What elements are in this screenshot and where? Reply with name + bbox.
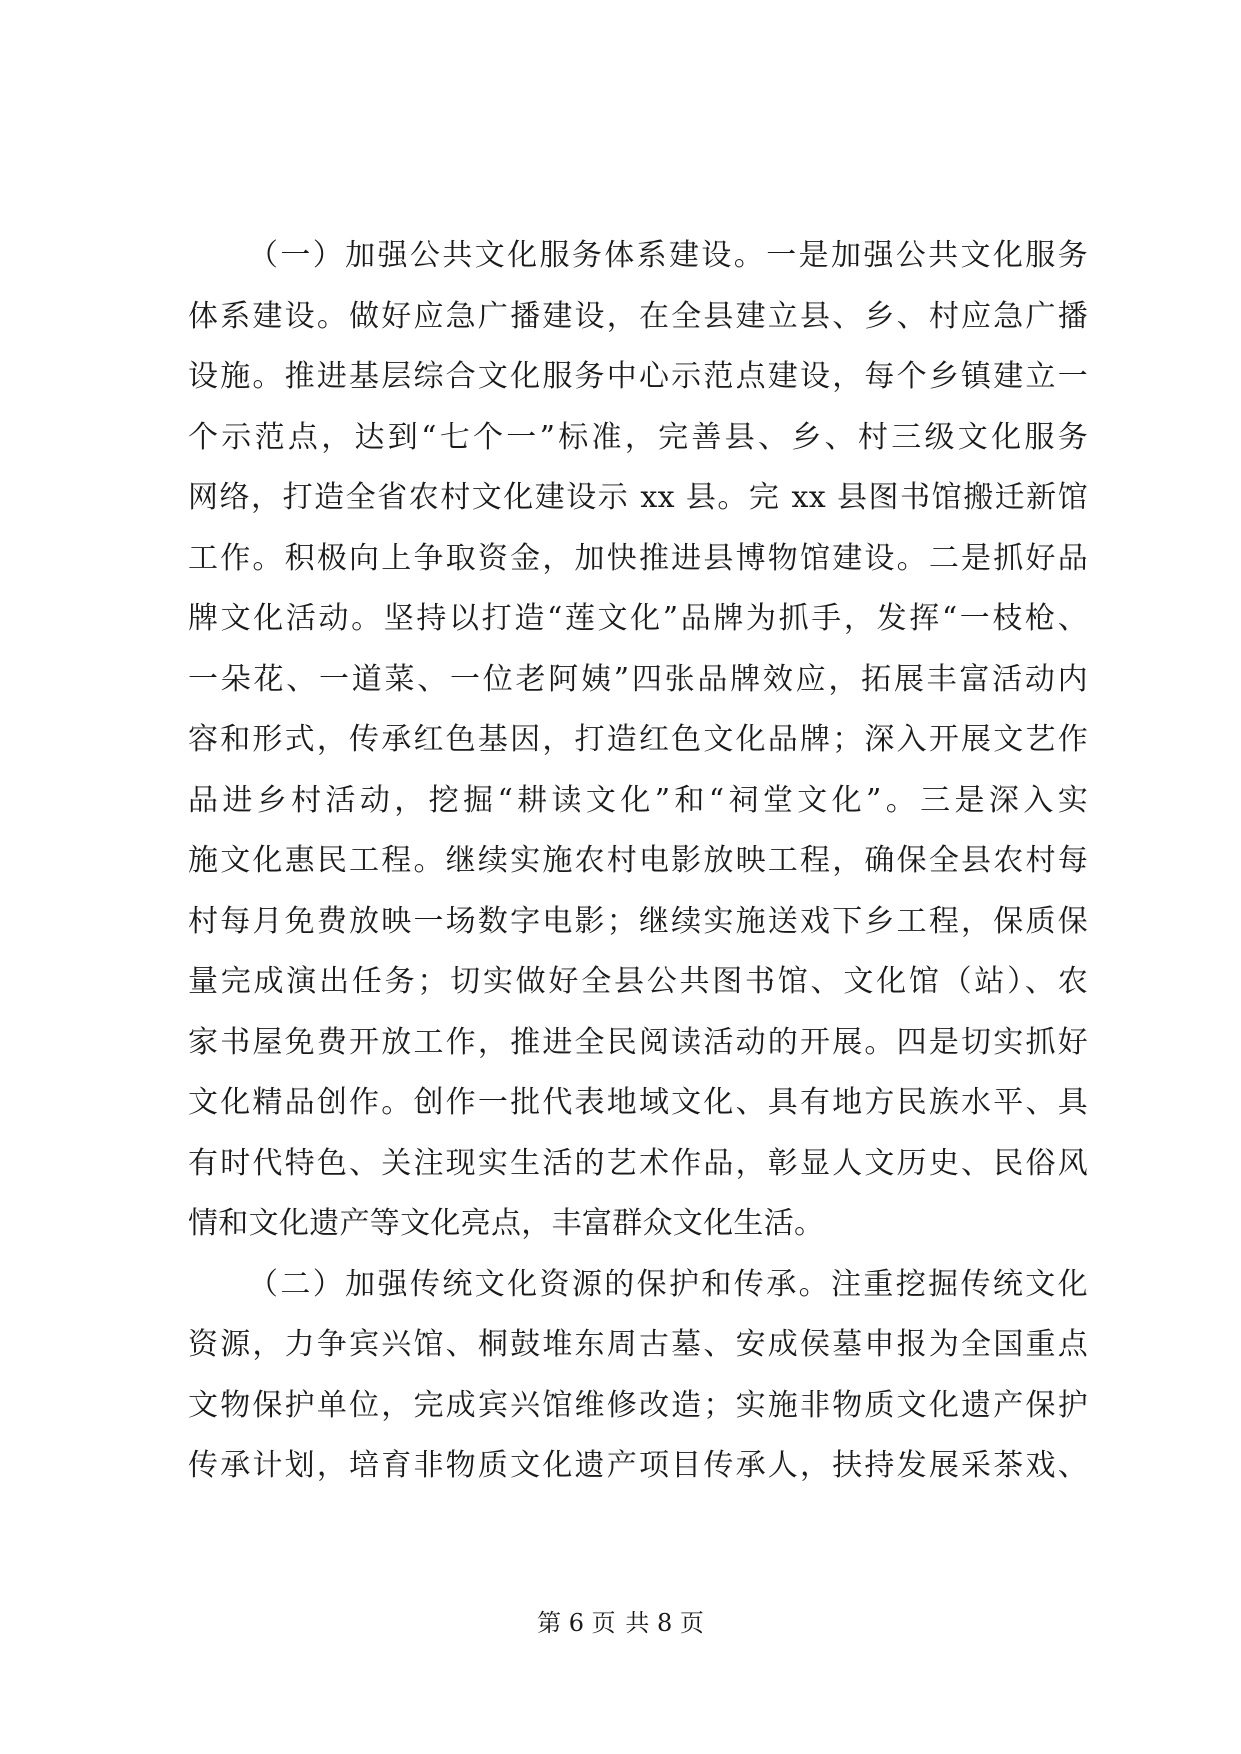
text-line: 一朵花、一道菜、一位老阿姨”四张品牌效应，拓展丰富活动内 <box>188 661 1088 697</box>
text-line: 村每月免费放映一场数字电影；继续实施送戏下乡工程，保质保 <box>188 903 1088 939</box>
text-line: 工作。积极向上争取资金，加快推进县博物馆建设。二是抓好品 <box>188 540 1088 576</box>
text-line: 文物保护单位，完成宾兴馆维修改造；实施非物质文化遗产保护 <box>188 1387 1088 1423</box>
text-line: 施文化惠民工程。继续实施农村电影放映工程，确保全县农村每 <box>188 843 1088 878</box>
page-total: 共 8 页 <box>625 1609 704 1637</box>
text-line: 设施。推进基层综合文化服务中心示范点建设，每个乡镇建立一 <box>188 359 1088 394</box>
text-line: 容和形式，传承红色基因，打造红色文化品牌；深入开展文艺作 <box>188 722 1088 757</box>
text-line: 网络，打造全省农村文化建设示 xx 县。完 xx 县图书馆搬迁新馆 <box>188 480 1088 515</box>
text-line: 有时代特色、关注现实生活的艺术作品，彰显人文历史、民俗风 <box>188 1145 1088 1181</box>
text-line: 个示范点，达到“七个一”标准，完善县、乡、村三级文化服务 <box>188 419 1088 455</box>
text-line: （一）加强公共文化服务体系建设。一是加强公共文化服务 <box>248 238 1088 273</box>
document-body <box>188 226 1088 1497</box>
text-line: 传承计划，培育非物质文化遗产项目传承人，扶持发展采茶戏、 <box>188 1448 1088 1483</box>
text-line: 量完成演出任务；切实做好全县公共图书馆、文化馆（站）、农 <box>188 964 1088 999</box>
text-line: 体系建设。做好应急广播建设，在全县建立县、乡、村应急广播 <box>188 298 1088 334</box>
text-line: 情和文化遗产等文化亮点，丰富群众文化生活。 <box>188 1206 825 1241</box>
text-line: 文化精品创作。创作一批代表地域文化、具有地方民族水平、具 <box>188 1085 1088 1120</box>
page-footer <box>0 1608 1241 1638</box>
text-line: 资源，力争宾兴馆、桐鼓堆东周古墓、安成侯墓申报为全国重点 <box>188 1327 1088 1362</box>
text-line: （二）加强传统文化资源的保护和传承。注重挖掘传统文化 <box>248 1266 1088 1302</box>
text-line: 品进乡村活动，挖掘“耕读文化”和“祠堂文化”。三是深入实 <box>188 782 1088 818</box>
text-line: 牌文化活动。坚持以打造“莲文化”品牌为抓手，发挥“一枝枪、 <box>188 601 1088 636</box>
page-number: 第 6 页 <box>537 1609 616 1637</box>
text-line: 家书屋免费开放工作，推进全民阅读活动的开展。四是切实抓好 <box>188 1024 1088 1060</box>
